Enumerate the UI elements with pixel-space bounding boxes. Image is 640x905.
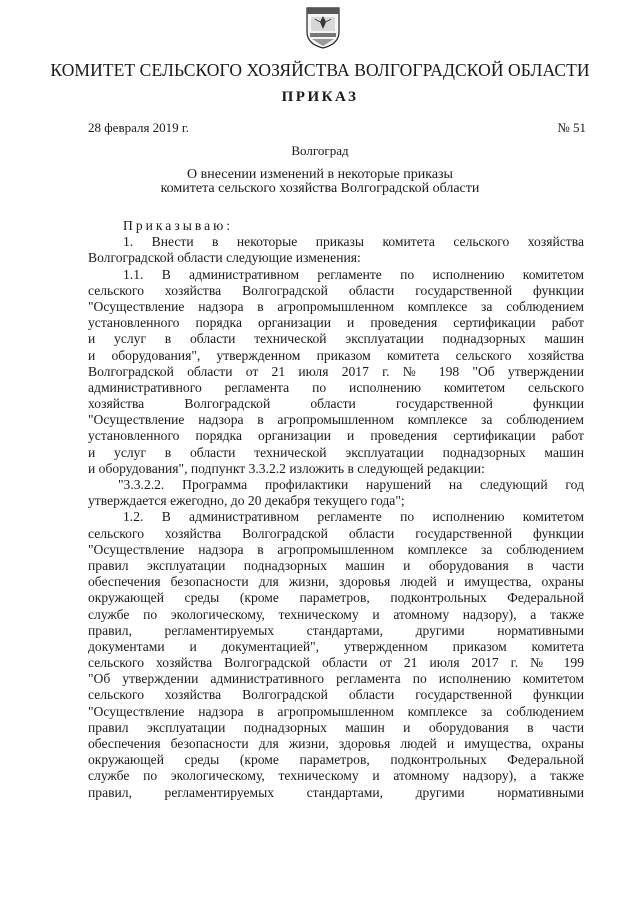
body-line: службе по экологическому, техническому и атомному надзору), а также	[88, 606, 584, 622]
body-line: сельского хозяйства Волгоградской области от 21 июля 2017 г. № 199	[88, 655, 584, 671]
subject-line: О внесении изменений в некоторые приказы	[187, 167, 453, 182]
body-line: Волгоградской области от 21 июля 2017 г. № 198 "Об утверждении	[88, 363, 584, 379]
body-line: обеспечения безопасности для жизни, здоровья людей и имущества, охраны	[88, 736, 584, 751]
body-line: и услуг в области технической эксплуатации поднадзорных машин	[88, 444, 584, 460]
body-line: и услуг в области технической эксплуатации поднадзорных машин	[88, 331, 584, 347]
body-line: окружающей среды (кроме параметров, подконтрольных Федеральной	[88, 590, 584, 606]
body-line: утверждается ежегодно, до 20 декабря текущего года";	[88, 493, 405, 509]
body-line: "3.3.2.2. Программа профилактики нарушений на следующий год	[118, 477, 584, 492]
body-line: установленного порядка организации и проведения сертификации работ	[88, 315, 584, 331]
body-line: "Осуществление надзора в агропромышленном комплексе за соблюдением	[88, 703, 584, 719]
body-line: правил эксплуатации поднадзорных машин и оборудования в части	[88, 719, 584, 735]
body-line: сельского хозяйства Волгоградской области государственной функции	[88, 282, 584, 298]
body-line: "Осуществление надзора в агропромышленном комплексе за соблюдением	[88, 541, 584, 557]
body-line: 1.1. В административном регламенте по исполнению комитетом	[123, 266, 584, 282]
body-line: Волгоградской области следующие изменения:	[88, 250, 361, 266]
body-line: хозяйства Волгоградской области государственной функции	[88, 396, 584, 412]
document-body	[88, 218, 584, 801]
body-line: и оборудования", утвержденном приказом комитета сельского хозяйства	[88, 347, 584, 363]
document-subject	[0, 168, 640, 196]
organization-name: КОМИТЕТ СЕЛЬСКОГО ХОЗЯЙСТВА ВОЛГОГРАДСКОЙ ОБЛАСТИ	[50, 60, 590, 80]
body-line: документами и документацией", утвержденном приказом комитета	[88, 638, 584, 654]
document-date: 28 февраля 2019 г.	[88, 120, 190, 135]
body-line: сельского хозяйства Волгоградской области государственной функции	[88, 687, 584, 703]
body-line: Приказываю:	[123, 218, 234, 233]
body-line: "Об утверждении административного регламента по исполнению комитетом	[88, 671, 584, 687]
body-line: правил эксплуатации поднадзорных машин и оборудования в части	[88, 557, 584, 573]
coat-of-arms-icon	[303, 5, 343, 49]
body-line: "Осуществление надзора в агропромышленном комплексе за соблюдением	[88, 298, 584, 314]
body-line: правил, регламентируемых стандартами, другими нормативными	[88, 622, 584, 638]
body-line: окружающей среды (кроме параметров, подконтрольных Федеральной	[88, 752, 584, 768]
body-line: "Осуществление надзора в агропромышленном комплексе за соблюдением	[88, 412, 584, 428]
body-line: сельского хозяйства Волгоградской области государственной функции	[88, 525, 584, 541]
body-line: административного регламента по исполнению комитетом сельского	[88, 379, 584, 395]
document-type: ПРИКАЗ	[281, 89, 359, 105]
body-line: 1.2. В административном регламенте по исполнению комитетом	[123, 509, 584, 525]
document-city: Волгоград	[291, 143, 349, 158]
body-line: 1. Внести в некоторые приказы комитета сельского хозяйства	[123, 234, 584, 250]
document-number: № 51	[557, 120, 586, 135]
body-line: обеспечения безопасности для жизни, здоровья людей и имущества, охраны	[88, 574, 584, 590]
body-line: правил, регламентируемых стандартами, другими нормативными	[88, 784, 584, 800]
body-line: службе по экологическому, техническому и атомному надзору), а также	[88, 768, 584, 784]
body-line: и оборудования", подпункт 3.3.2.2 изложить в следующей редакции:	[88, 460, 485, 476]
subject-line: комитета сельского хозяйства Волгоградской области	[160, 181, 480, 196]
body-line: установленного порядка организации и проведения сертификации работ	[88, 428, 584, 444]
